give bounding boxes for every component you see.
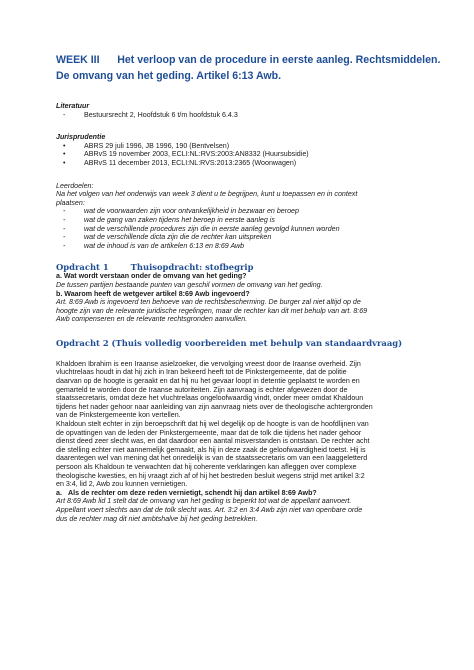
- literatuur-list: [56, 111, 424, 120]
- answer-2a-line: Appellant voert slechts aan dat de tolk slecht was. Art. 3:2 en 3:4 Awb zijn niet van openbare orde: [56, 505, 363, 514]
- opdracht1-title: Thuisopdracht: stofbegrip: [130, 262, 254, 273]
- answer-a: De tussen partijen bestaande punten van geschil vormen de omvang van het geding.: [56, 280, 323, 289]
- question-2a: [56, 489, 424, 498]
- dash-marker: -: [63, 207, 66, 216]
- list-item: [56, 242, 424, 251]
- dash-marker: -: [63, 224, 66, 233]
- opdracht2-heading: Opdracht 2 (Thuis volledig voorbereiden met behulp van standaardvraag): [56, 337, 403, 348]
- paragraph-line: van de Pinkstergemeente kon vertellen.: [56, 411, 181, 420]
- case-paragraph: [56, 360, 424, 489]
- paragraph-line: Khaldoun stelt echter in zijn beroepschrift dat hij wel degelijk op de hoogte is van de hoofdlijnen van: [56, 420, 369, 429]
- list-item-text: Bestuursrecht 2, Hoofdstuk 6 t/m hoofdstuk 6.4.3: [84, 110, 238, 119]
- paragraph-line: tijdens het nader gehoor naar aanleiding van zijn aanvraag niets over de theologische achtergronden: [56, 402, 373, 411]
- dash-marker: -: [63, 233, 66, 242]
- answer-2a-line: dus de rechter mag dit niet ambtshalve bij het geding betrekken.: [56, 514, 258, 523]
- bullet-marker: •: [63, 141, 66, 150]
- list-item: [56, 225, 424, 234]
- paragraph-line: staatssecretaris, omdat deze het vluchtrelaas ongeloofwaardig vindt, onder meer omdat Khaldoun: [56, 394, 364, 403]
- title-line-2: De omvang van het geding. Artikel 6:13 Awb.: [56, 70, 282, 82]
- bullet-marker: •: [63, 150, 66, 159]
- opdracht1-number: Opdracht 1: [56, 262, 109, 273]
- bullet-marker: •: [63, 158, 66, 167]
- paragraph-line: daarvan op de hoogte is geraakt en dat hij nu het gevaar loopt in detentie geplaatst te worden en: [56, 377, 360, 386]
- list-item-text: ABRS 29 juli 1996, JB 1996, 190 (Bentvelsen): [84, 141, 230, 150]
- opdracht1-heading: [56, 262, 424, 272]
- leerdoelen-intro-line: plaatsen:: [56, 198, 85, 207]
- leerdoelen-section: [56, 182, 424, 251]
- paragraph-line: en 3:4, lid 2, Awb zou kunnen vernietigen.: [56, 480, 188, 489]
- jurisprudentie-label: Jurisprudentie: [56, 133, 106, 142]
- answer-2a-line: Art 8:69 Awb lid 1 stelt dat de omvang van het geding is beperkt tot wat de appellant aanvoert.: [56, 497, 352, 506]
- dash-marker: -: [63, 215, 66, 224]
- list-item: [56, 150, 424, 159]
- paragraph-line: de opvattingen van de leden der Pinkstergemeente, maar dat de tolk die tijdens het nader gehoor: [56, 428, 362, 437]
- list-item-text: wat de gang van zaken tijdens het beroep in eerste aanleg is: [84, 215, 275, 224]
- question-marker: a.: [56, 488, 62, 497]
- leerdoelen-intro-line: Na het volgen van het onderwijs van week 3 dient u te begrijpen, kunt u toepassen en in context: [56, 190, 358, 199]
- list-item-text: ABRvS 11 december 2013, ECLI:NL:RVS:2013:2365 (Woonwagen): [84, 158, 297, 167]
- paragraph-line: die stelling echter niet aannemelijk gemaakt, als hij in deze zaak de geloofwaardigheid toetst. Hij is: [56, 445, 366, 454]
- paragraph-line: gemarteld te worden door de Iraanse autoriteiten. Zijn aanvraag is echter afgewezen door de: [56, 385, 348, 394]
- list-item-text: wat de voorwaarden zijn voor ontvankelijkheid in bezwaar en beroep: [84, 207, 299, 216]
- paragraph-line: vluchtrelaas houdt in dat hij zich in Iran bekeerd heeft tot de Pinkstergemeente, dat de politie: [56, 368, 347, 377]
- question-a: a. Wat wordt verstaan onder de omvang van het geding?: [56, 272, 247, 281]
- dash-marker: -: [63, 110, 66, 119]
- paragraph-line: dienst deed zeer slecht was, en dat daardoor een aantal misverstanden is ontstaan. De rechter acht: [56, 437, 370, 446]
- paragraph-line: theologische kwesties, en hij vraagt zich af of hij het bestreden besluit wegens strijd met artikel 3:2: [56, 471, 365, 480]
- document-page: [56, 52, 441, 523]
- list-item-text: ABRvS 19 november 2003, ECLI:NL:RVS:2003:AN8332 (Huursubsidie): [84, 150, 309, 159]
- dash-marker: -: [63, 241, 66, 250]
- title-line-1: WEEK III Het verloop van de procedure in eerste aanleg. Rechtsmiddelen.: [56, 54, 441, 66]
- answer-b-line: Art. 8:69 Awb is ingevoerd ten behoeve van de rechtsbescherming. De burger zal niet altijd op de: [56, 298, 361, 307]
- answer-b-line: Awb compenseren en de relevante rechtsgronden aanvullen.: [56, 315, 248, 324]
- list-item: [56, 216, 424, 225]
- paragraph-line: persoon als Khaldoun te verwachten dat hij coherente verklaringen kan afleggen over complexe: [56, 463, 357, 471]
- paragraph-line: daarentegen wel van mening dat het onredelijk is van de staatssecretaris om van een laaggeletterd: [56, 454, 368, 463]
- list-item: [56, 142, 424, 151]
- leerdoelen-list: [56, 207, 424, 250]
- leerdoelen-label: Leerdoelen:: [56, 181, 94, 190]
- list-item-text: wat de inhoud is van de artikelen 6:13 en 8:69 Awb: [84, 241, 245, 250]
- page-title: [56, 52, 441, 84]
- list-item: [56, 207, 424, 216]
- list-item: [56, 111, 424, 120]
- list-item-text: wat de verschillende procedures zijn die in eerste aanleg gevolgd kunnen worden: [84, 224, 340, 233]
- question-text: Als de rechter om deze reden vernietigt, schendt hij dan artikel 8:69 Awb?: [68, 488, 317, 497]
- literatuur-label: Literatuur: [56, 102, 90, 110]
- paragraph-line: Khaldoen Ibrahim is een Iraanse asielzoeker, die vervolging vreest door de Iraanse overheid. Zijn: [56, 359, 361, 368]
- list-item-text: wat de verschillende dicta zijn die de rechter kan uitspreken: [84, 233, 272, 242]
- question-b: b. Waarom heeft de wetgever artikel 8:69 Awb ingevoerd?: [56, 289, 250, 298]
- answer-b-line: hoogte zijn van de relevante juridische regelingen, maar de rechter kan dit met behulp van art. 8:69: [56, 306, 368, 315]
- list-item: [56, 159, 424, 168]
- jurisprudentie-list: [56, 142, 424, 168]
- list-item: [56, 233, 424, 242]
